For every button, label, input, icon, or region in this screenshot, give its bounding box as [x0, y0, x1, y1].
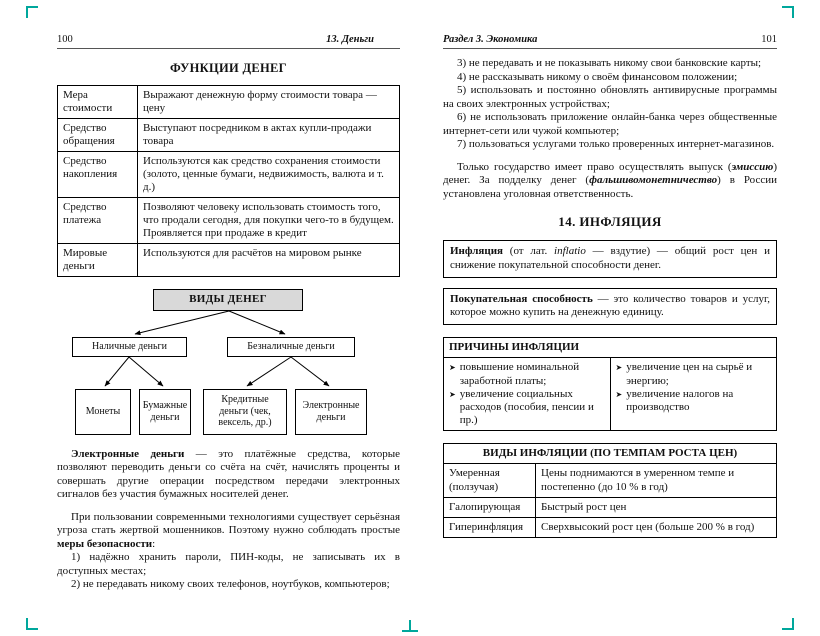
bullet-item: ➤ увеличение налогов на производство	[615, 387, 734, 413]
table-row	[444, 464, 777, 497]
causes-right-cell	[610, 358, 777, 431]
list-item: 3) не передавать и не показывать никому свои банковские карты;	[457, 57, 762, 69]
latin-term: inflatio	[554, 245, 586, 258]
table-cell-def: Быстрый рост цен	[536, 497, 777, 517]
term-bold: меры безопасности	[57, 537, 153, 550]
table-cell-def: Выступают посредником в актах купли-продажи товара	[138, 118, 400, 151]
diagram-credit-money-box: Кредитные деньги (чек, вексель, др.)	[203, 389, 287, 435]
registration-mark-bottom-center	[402, 630, 418, 632]
diagram-paper-money-box: Бумажные деньги	[139, 389, 191, 435]
table-row	[444, 518, 777, 538]
list-item: 1) надёжно хранить пароли, ПИН-коды, не записывать их в доступных местах;	[57, 551, 400, 577]
left-page	[57, 34, 400, 592]
arrow-bullet-icon: ➤	[449, 363, 456, 373]
table-cell-def: Выражают денежную форму стоимости товара — цену	[138, 86, 400, 119]
arrow-bullet-icon: ➤	[615, 363, 623, 373]
table-cell-term: Умеренная (ползучая)	[444, 464, 536, 497]
term-emission: эмиссию	[731, 160, 774, 173]
definition-box-purchasing-power: Покупательная способность — это количество товаров и услуг, которое можно купить на денежную единицу.	[443, 288, 777, 326]
inflation-types-table	[443, 443, 777, 538]
table-cell-def: Цены поднимаются в умеренном темпе и постепенно (до 10 % в год)	[536, 464, 777, 497]
arrow-bullet-icon: ➤	[615, 389, 623, 399]
right-page-header	[443, 34, 777, 49]
diagram-electronic-money-box: Электронные деньги	[295, 389, 367, 435]
table-cell-term: Средство накопления	[58, 151, 138, 197]
list-item: 2) не передавать никому своих телефонов, ноутбуков, компьютеров;	[71, 578, 390, 591]
table-row	[444, 358, 777, 431]
diagram-coins-box: Монеты	[75, 389, 131, 435]
bullet-item: ➤ увеличение цен на сырьё и энергию;	[615, 361, 753, 387]
paragraph-state-emission: Только государство имеет право осуществлять выпуск (эмиссию) денег. За подделку денег (фальшивомонетничество) в России установлена уголовная ответственность.	[443, 160, 777, 200]
table-header-causes: ПРИЧИНЫ ИНФЛЯЦИИ	[444, 338, 777, 358]
definition-box-inflation: Инфляция (от лат. inflatio — вздутие) — общий рост цен и снижение покупательной способности денег.	[443, 240, 777, 278]
table-row	[58, 86, 400, 119]
money-types-diagram	[57, 289, 400, 439]
left-page-header	[57, 34, 400, 49]
right-page	[443, 34, 777, 538]
paragraph-security-measures: При пользовании современными технологиями существует серьёзная угроза стать жертвой мошенников. Поэтому нужно соблюдать простые меры безопасности:	[57, 510, 400, 550]
arrow-bullet-icon: ➤	[449, 389, 456, 399]
list-item: 7) пользоваться услугами только проверенных интернет-магазинов.	[457, 138, 775, 151]
term-counterfeiting: фальшивомонетничество	[589, 174, 718, 187]
bullet-item: ➤ повышение номинальной заработной платы;	[449, 361, 580, 387]
inflation-causes-table	[443, 337, 777, 431]
list-item: 6) не использовать приложение онлайн-банка через общественные интернет-сети или чужой компьютер;	[443, 111, 777, 137]
table-header-types: ВИДЫ ИНФЛЯЦИИ (ПО ТЕМПАМ РОСТА ЦЕН)	[444, 444, 777, 464]
term-bold: Электронные деньги	[71, 447, 185, 460]
list-item: 4) не рассказывать никому о своём финансовом положении;	[457, 70, 738, 83]
page-number: 101	[761, 34, 777, 45]
list-item: 5) использовать и постоянно обновлять антивирусные программы на своих электронных устройствах;	[443, 84, 777, 110]
table-cell-term: Мировые деньги	[58, 243, 138, 276]
table-row	[444, 338, 777, 358]
registration-mark-bottom-right	[782, 618, 794, 630]
causes-left-cell	[444, 358, 611, 431]
table-row	[444, 444, 777, 464]
table-row	[58, 197, 400, 243]
table-row	[58, 243, 400, 276]
table-row	[444, 497, 777, 517]
diagram-root-box: ВИДЫ ДЕНЕГ	[153, 289, 303, 311]
section-heading-inflation: 14. ИНФЛЯЦИЯ	[558, 214, 662, 230]
running-title: Раздел 3. Экономика	[443, 34, 538, 45]
table-cell-def: Используются как средство сохранения стоимости (золото, ценные бумаги, недвижимость, валюта и т. д.)	[138, 151, 400, 197]
bullet-item: ➤ увеличение социальных расходов (пособия, пенсии и пр.)	[449, 387, 594, 427]
registration-mark-top-left	[26, 6, 38, 18]
functions-of-money-table	[57, 85, 400, 277]
paragraph-electronic-money: Электронные деньги — это платёжные средства, которые позволяют переводить деньги со счёта на счёт, начислять проценты и совершать другие операции посредством передачи электронных сигналов без участия бумажных носителей денег.	[57, 447, 400, 501]
registration-mark-bottom-left	[26, 618, 38, 630]
registration-mark-top-right	[782, 6, 794, 18]
table-cell-term: Средство обращения	[58, 118, 138, 151]
table-row	[58, 151, 400, 197]
table-cell-def: Позволяют человеку использовать стоимость того, что продали сегодня, для покупки чего-то в будущем. Проявляется при продаже в кредит	[138, 197, 400, 243]
table-cell-def: Сверхвысокий рост цен (больше 200 % в год)	[536, 518, 777, 538]
diagram-noncash-box: Безналичные деньги	[227, 337, 355, 357]
registration-mark-bottom-center	[409, 620, 411, 630]
section-heading-functions: ФУНКЦИИ ДЕНЕГ	[170, 61, 287, 75]
table-cell-term: Гиперинфляция	[444, 518, 536, 538]
diagram-cash-box: Наличные деньги	[72, 337, 187, 357]
table-cell-term: Галопирующая	[444, 497, 536, 517]
page-number: 100	[57, 34, 73, 45]
table-cell-term: Мера стоимости	[58, 86, 138, 119]
running-title: 13. Деньги	[326, 34, 374, 45]
table-row	[58, 118, 400, 151]
table-cell-def: Используются для расчётов на мировом рынке	[138, 243, 400, 276]
table-cell-term: Средство платежа	[58, 197, 138, 243]
